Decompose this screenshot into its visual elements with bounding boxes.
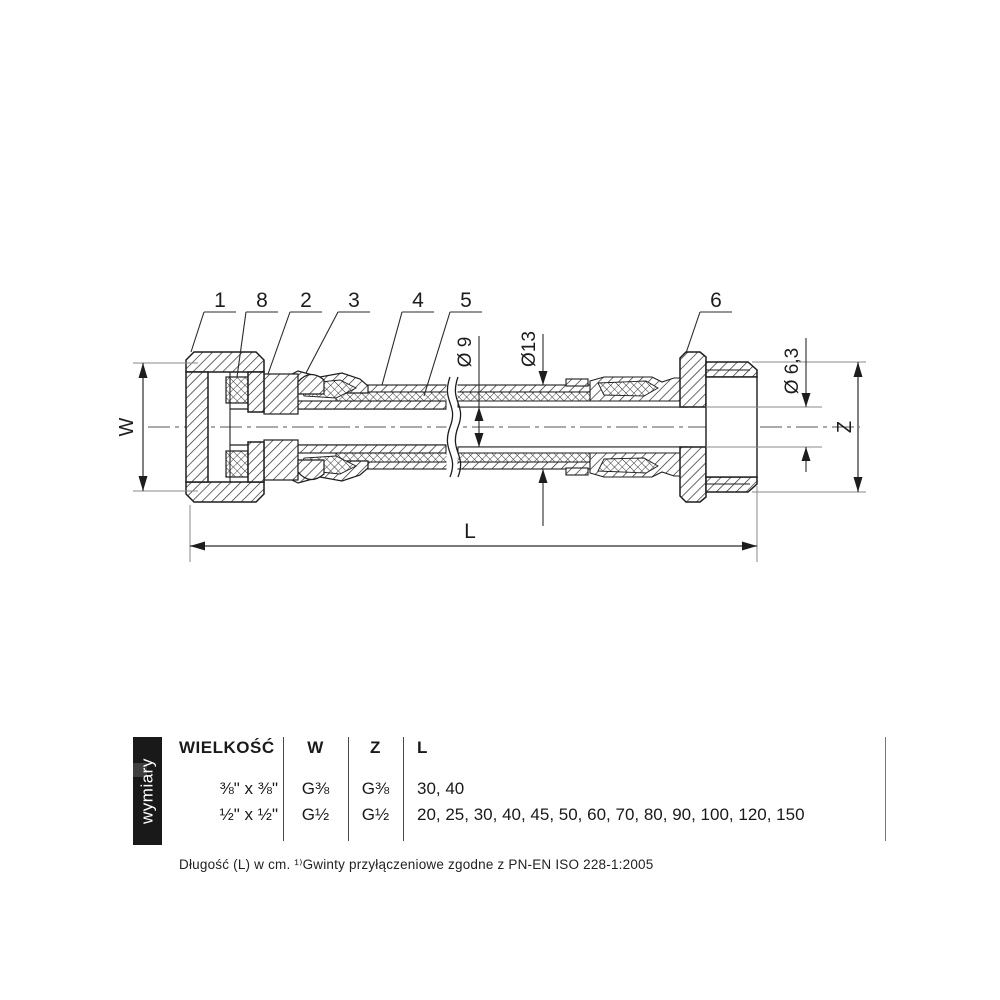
dimension-l	[190, 486, 757, 562]
l-dim-label: L	[464, 520, 476, 543]
table-header-l: L	[417, 738, 428, 757]
table-row1-l: 30, 40	[417, 779, 465, 798]
svg-text:3: 3	[348, 289, 360, 312]
table-right-border	[885, 737, 886, 841]
callout-2	[268, 289, 322, 374]
table-header-z: Z	[370, 738, 381, 757]
svg-text:4: 4	[412, 289, 424, 312]
d63-dim-label: Ø 6,3	[782, 347, 803, 395]
tab-label: wymiary	[137, 758, 157, 824]
table-header-w: W	[307, 738, 324, 757]
table-row1-w: G⅜	[301, 779, 330, 798]
callout-3	[306, 289, 370, 373]
d13-dim-label: Ø13	[519, 331, 540, 367]
table-header-size: WIELKOŚĆ	[179, 738, 275, 757]
table-row2-size: ½" x ½"	[219, 805, 278, 824]
callout-6	[686, 289, 732, 353]
callout-4	[382, 289, 434, 385]
svg-text:1: 1	[214, 289, 226, 312]
w-dim-label: W	[116, 417, 138, 437]
callout-1	[191, 289, 236, 352]
table-divider-3	[403, 737, 404, 841]
svg-text:8: 8	[256, 289, 268, 312]
z-dim-label: Z	[834, 420, 856, 434]
dimension-d13	[519, 331, 548, 526]
table-row2-w: G½	[301, 805, 330, 824]
svg-text:5: 5	[460, 289, 472, 312]
svg-text:6: 6	[710, 289, 722, 312]
svg-text:2: 2	[300, 289, 312, 312]
table-row1-z: G⅜	[361, 779, 390, 798]
table-row2-z: G½	[361, 805, 390, 824]
dimension-d63	[782, 338, 811, 472]
wymiary-tab	[133, 737, 162, 845]
table-row2-l: 20, 25, 30, 40, 45, 50, 60, 70, 80, 90, 100, 120, 150	[417, 805, 805, 824]
table-row1-size: ⅜" x ⅜"	[219, 779, 278, 798]
footer-note: Długość (L) w cm. ¹⁾Gwinty przyłączeniowe zgodne z PN-EN ISO 228-1:2005	[179, 857, 654, 872]
d9-dim-label: Ø 9	[455, 336, 476, 368]
